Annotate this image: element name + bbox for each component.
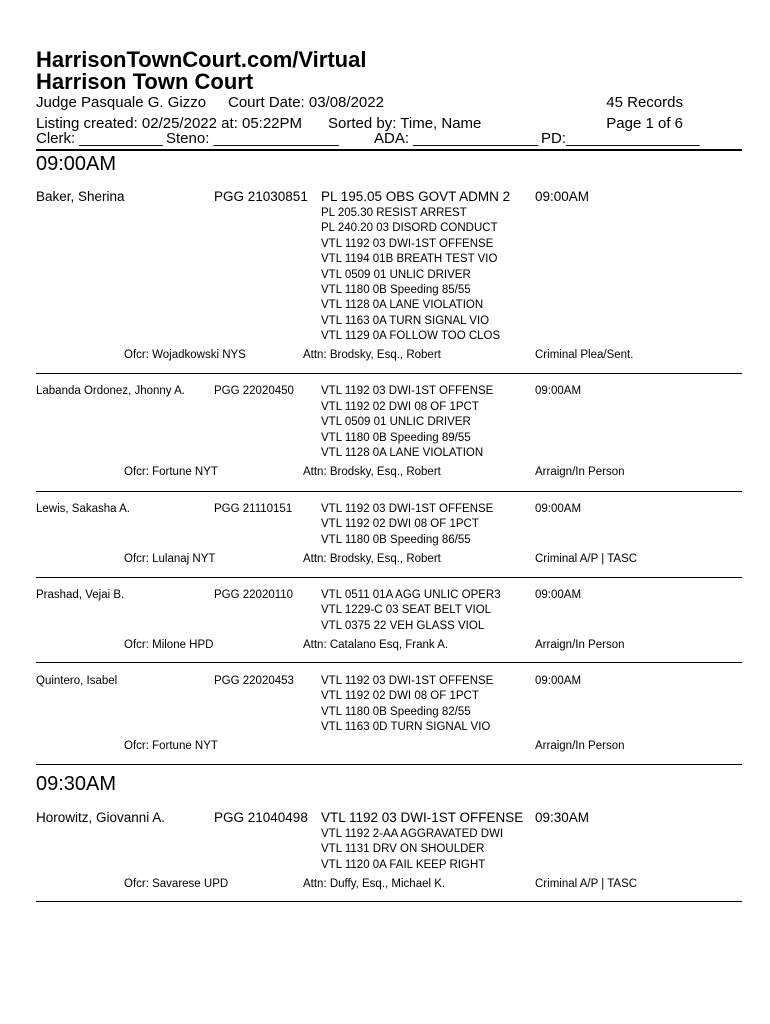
charge: VTL 1192 03 DWI-1ST OFFENSE — [321, 675, 494, 687]
charge: PL 240.20 03 DISORD CONDUCT — [321, 222, 498, 234]
defendant-name: Lewis, Sakasha A. — [36, 503, 130, 515]
charge: VTL 1180 0B Speeding 82/55 — [321, 706, 471, 718]
case-time: 09:00AM — [535, 189, 590, 204]
case-divider — [36, 373, 742, 374]
officer: Ofcr: Fortune NYT — [124, 466, 218, 478]
charge: VTL 1194 01B BREATH TEST VIO — [321, 253, 498, 265]
charge: VTL 1163 0D TURN SIGNAL VIO — [321, 721, 491, 733]
case-time: 09:00AM — [535, 385, 582, 397]
site-title: HarrisonTownCourt.com/Virtual — [36, 47, 367, 72]
docket-number: PGG 22020110 — [214, 589, 294, 601]
charge: VTL 1192 02 DWI 08 OF 1PCT — [321, 690, 479, 702]
listing-created: Listing created: 02/25/2022 at: 05:22PM — [36, 115, 303, 132]
court-title: Harrison Town Court — [36, 69, 254, 94]
officer: Ofcr: Lulanaj NYT — [124, 553, 216, 565]
defendant-name: Baker, Sherina — [36, 189, 125, 204]
charge: VTL 1192 03 DWI-1ST OFFENSE — [321, 810, 524, 825]
officer: Ofcr: Savarese UPD — [124, 878, 229, 890]
case-time: 09:00AM — [535, 503, 582, 515]
charge: VTL 0375 22 VEH GLASS VIOL — [321, 620, 485, 632]
charge: VTL 1229-C 03 SEAT BELT VIOL — [321, 604, 492, 616]
record-count: 45 Records — [606, 94, 683, 111]
case-status: Criminal Plea/Sent. — [535, 349, 634, 361]
case-divider — [36, 491, 742, 492]
charge: VTL 0509 01 UNLIC DRIVER — [321, 416, 471, 428]
docket-number: PGG 21040498 — [214, 810, 308, 825]
case-divider — [36, 901, 742, 902]
officer: Ofcr: Wojadkowski NYS — [124, 349, 246, 361]
docket-number: PGG 21110151 — [214, 503, 293, 515]
judge: Judge Pasquale G. Gizzo — [36, 94, 207, 111]
pd-field: PD:________________ — [541, 130, 700, 147]
steno-field: Steno: _______________ — [166, 130, 339, 147]
header-divider — [36, 149, 742, 151]
sorted-by: Sorted by: Time, Name — [328, 115, 482, 132]
charge: VTL 1180 0B Speeding 89/55 — [321, 432, 471, 444]
case-status: Arraign/In Person — [535, 466, 625, 478]
charge: VTL 1192 03 DWI-1ST OFFENSE — [321, 238, 494, 250]
case-status: Criminal A/P | TASC — [535, 553, 638, 565]
case-status: Criminal A/P | TASC — [535, 878, 638, 890]
case-status: Arraign/In Person — [535, 639, 625, 651]
attorney: Attn: Brodsky, Esq., Robert — [303, 466, 441, 478]
charge: PL 205.30 RESIST ARREST — [321, 207, 467, 219]
defendant-name: Horowitz, Giovanni A. — [36, 810, 166, 825]
defendant-name: Quintero, Isabel — [36, 675, 118, 687]
court-date: Court Date: 03/08/2022 — [228, 94, 384, 111]
page-number: Page 1 of 6 — [606, 115, 683, 132]
attorney: Attn: Duffy, Esq., Michael K. — [303, 878, 446, 890]
charge: VTL 1120 0A FAIL KEEP RIGHT — [321, 859, 486, 871]
docket-number: PGG 21030851 — [214, 189, 308, 204]
charge: VTL 1192 02 DWI 08 OF 1PCT — [321, 401, 479, 413]
case-time: 09:00AM — [535, 675, 582, 687]
charge: VTL 0509 01 UNLIC DRIVER — [321, 269, 471, 281]
officer: Ofcr: Milone HPD — [124, 639, 214, 651]
defendant-name: Labanda Ordonez, Jhonny A. — [36, 385, 185, 397]
charge: VTL 1131 DRV ON SHOULDER — [321, 843, 485, 855]
session-divider — [36, 764, 742, 765]
defendant-name: Prashad, Vejai B. — [36, 589, 125, 601]
case-status: Arraign/In Person — [535, 740, 625, 752]
attorney: Attn: Brodsky, Esq., Robert — [303, 553, 441, 565]
case-divider — [36, 577, 742, 578]
charge: VTL 1180 0B Speeding 86/55 — [321, 534, 471, 546]
charge: VTL 1129 0A FOLLOW TOO CLOS — [321, 330, 501, 342]
session-time: 09:00AM — [36, 153, 117, 175]
case-time: 09:30AM — [535, 810, 590, 825]
charge: VTL 1192 03 DWI-1ST OFFENSE — [321, 385, 494, 397]
docket-number: PGG 22020453 — [214, 675, 294, 687]
docket-number: PGG 22020450 — [214, 385, 294, 397]
charge: VTL 1192 03 DWI-1ST OFFENSE — [321, 503, 494, 515]
charge: PL 195.05 OBS GOVT ADMN 2 — [321, 189, 511, 204]
case-time: 09:00AM — [535, 589, 582, 601]
attorney: Attn: Brodsky, Esq., Robert — [303, 349, 441, 361]
charge: VTL 1128 0A LANE VIOLATION — [321, 299, 484, 311]
officer: Ofcr: Fortune NYT — [124, 740, 218, 752]
charge: VTL 1192 2-AA AGGRAVATED DWI — [321, 828, 504, 840]
ada-field: ADA: _______________ — [374, 130, 539, 147]
charge: VTL 1192 02 DWI 08 OF 1PCT — [321, 518, 479, 530]
charge: VTL 1163 0A TURN SIGNAL VIO — [321, 315, 490, 327]
charge: VTL 0511 01A AGG UNLIC OPER3 — [321, 589, 501, 601]
charge: VTL 1180 0B Speeding 85/55 — [321, 284, 471, 296]
charge: VTL 1128 0A LANE VIOLATION — [321, 447, 484, 459]
clerk-field: Clerk: __________ — [36, 130, 163, 147]
attorney: Attn: Catalano Esq, Frank A. — [303, 639, 449, 651]
session-time: 09:30AM — [36, 773, 117, 795]
case-divider — [36, 662, 742, 663]
